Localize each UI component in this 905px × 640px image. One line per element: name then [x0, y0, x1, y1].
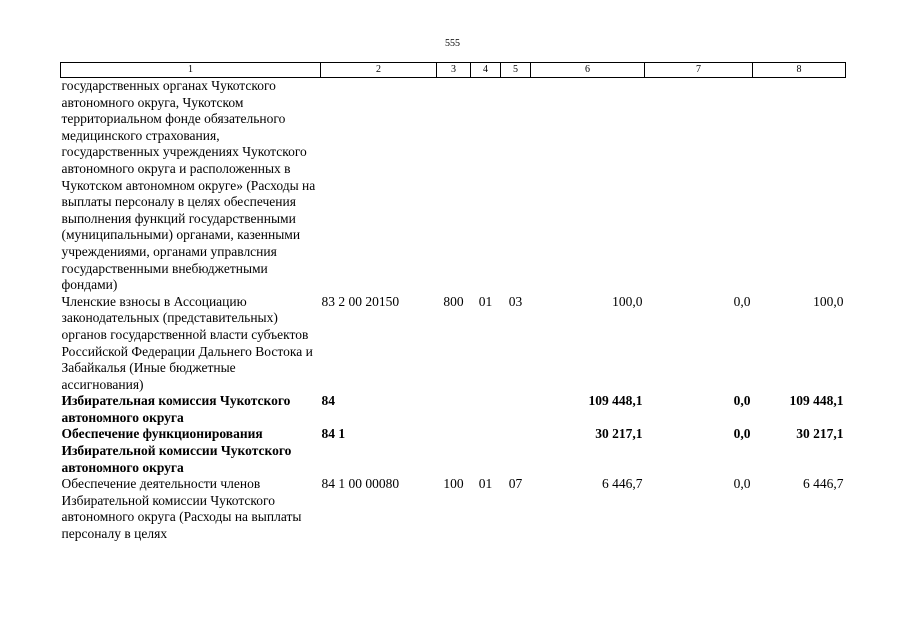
column-number-4: 4 [471, 63, 501, 78]
row-value-8: 109 448,1 [789, 393, 844, 409]
row-name: Членские взносы в Ассоциацию законодательных (представительных) органов государственной власти субъектов Российской Федерации Дальнего Востока и Забайкалья (Иные бюджетные ассигнования) [61, 293, 313, 392]
row-value-8: 100,0 [813, 293, 844, 309]
row-subsection: 03 [508, 293, 523, 309]
row-value-8: 6 446,7 [803, 476, 844, 492]
row-target-code: 83 2 00 20150 [321, 293, 400, 309]
table-row [61, 294, 846, 394]
row-target-code: 84 [321, 393, 335, 409]
row-value-8: 30 217,1 [796, 426, 844, 442]
row-expense-type: 100 [443, 476, 464, 492]
row-name: Избирательная комиссия Чукотского автономного округа [61, 393, 291, 425]
row-name: Обеспечение деятельности членов Избирательной комиссии Чукотского автономного округа (Расходы на выплаты персоналу в целях [61, 476, 302, 542]
row-expense-type: 800 [443, 293, 464, 309]
row-section [471, 426, 501, 476]
table-row [61, 393, 846, 426]
column-number-6: 6 [531, 63, 645, 78]
row-subsection [501, 426, 531, 476]
row-subsection [501, 78, 531, 294]
row-value-7: 0,0 [733, 293, 751, 309]
row-target-code: 84 1 [321, 426, 346, 442]
row-name: Обеспечение функционирования Избирательной комиссии Чукотского автономного округа [61, 426, 292, 475]
page-number: 555 [445, 38, 460, 49]
row-value-6 [531, 78, 645, 294]
table-row [61, 476, 846, 542]
row-subsection [501, 393, 531, 426]
row-subsection: 07 [508, 476, 523, 492]
row-section: 01 [478, 476, 493, 492]
row-value-6: 100,0 [612, 293, 643, 309]
row-value-6: 109 448,1 [588, 393, 643, 409]
row-expense-type [437, 426, 471, 476]
column-number-5: 5 [501, 63, 531, 78]
row-expense-type [437, 78, 471, 294]
row-value-7: 0,0 [733, 476, 751, 492]
row-section: 01 [478, 293, 493, 309]
row-section [471, 78, 501, 294]
table-row [61, 426, 846, 476]
row-value-8 [753, 78, 846, 294]
row-value-6: 6 446,7 [602, 476, 643, 492]
row-value-7: 0,0 [733, 393, 751, 409]
row-target-code: 84 1 00 00080 [321, 476, 400, 492]
column-number-1: 1 [61, 63, 321, 78]
row-target-code [321, 78, 437, 294]
column-number-2: 2 [321, 63, 437, 78]
row-value-7: 0,0 [733, 426, 751, 442]
table-row [61, 78, 846, 294]
column-number-3: 3 [437, 63, 471, 78]
row-value-6: 30 217,1 [595, 426, 643, 442]
row-expense-type [437, 393, 471, 426]
row-name: государственных органах Чукотского автономного округа, Чукотском территориальном фонде обязательного медицинского страхования, государственных учреждениях Чукотского автономного округа и расположенных в Чукотском автономном округе» (Расходы на выплаты персоналу в целях обеспечения выполнения функций государственными (муниципальными) органами, казенными учреждениями, органами управлсния государственными внебюджетными фондами) [61, 78, 316, 293]
column-number-7: 7 [645, 63, 753, 78]
column-number-row [61, 63, 846, 78]
row-section [471, 393, 501, 426]
budget-table [60, 62, 846, 543]
row-value-7 [645, 78, 753, 294]
column-number-8: 8 [753, 63, 846, 78]
